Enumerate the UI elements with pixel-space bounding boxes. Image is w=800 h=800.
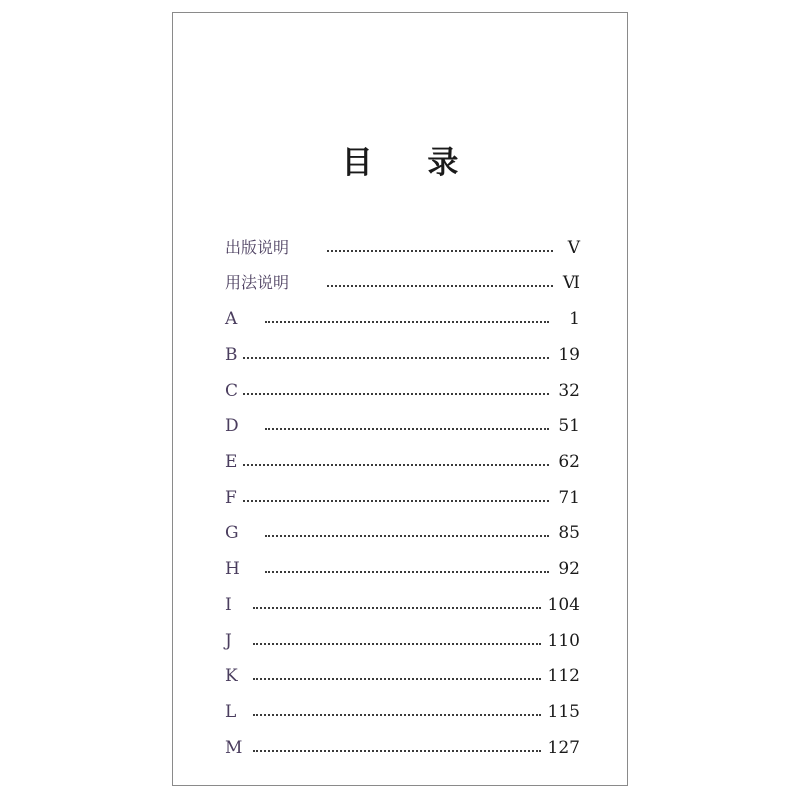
- toc-entry-page: 104: [547, 595, 580, 615]
- toc-leader-dots: [253, 607, 541, 609]
- toc-leader-dots: [243, 357, 549, 359]
- toc-leader-dots: [253, 643, 541, 645]
- toc-entry-label: M: [225, 738, 243, 758]
- toc-entry: [173, 379, 627, 403]
- toc-entry-page: 19: [558, 345, 580, 365]
- toc-entry-page: 62: [558, 452, 580, 472]
- toc-entry: [173, 343, 627, 367]
- toc-entry-page: 127: [547, 738, 580, 758]
- toc-entry-page: 32: [558, 381, 580, 401]
- toc-entry-label: 出版说明: [225, 238, 290, 257]
- toc-entry-label: A: [225, 309, 238, 329]
- toc-entry-page: 92: [558, 559, 580, 579]
- toc-entry: [173, 629, 627, 653]
- toc-leader-dots: [253, 750, 541, 752]
- toc-entry: [173, 236, 627, 260]
- toc-entry-page: 51: [558, 416, 580, 436]
- toc-leader-dots: [253, 678, 541, 680]
- toc-entry: [173, 486, 627, 510]
- toc-entry: [173, 593, 627, 617]
- toc-entry-label: D: [225, 416, 239, 436]
- toc-leader-dots: [253, 714, 541, 716]
- toc-entry: [173, 700, 627, 724]
- toc-entry-label: 用法说明: [225, 273, 290, 292]
- toc-entry-page: Ⅵ: [562, 273, 580, 293]
- toc-entry-page: 115: [547, 702, 580, 722]
- toc-leader-dots: [265, 571, 549, 573]
- toc-entry-page: 110: [547, 631, 580, 651]
- toc-leader-dots: [265, 535, 549, 537]
- toc-entry-label: F: [225, 488, 237, 508]
- toc-entry: [173, 307, 627, 331]
- toc-entry: [173, 557, 627, 581]
- toc-leader-dots: [265, 321, 549, 323]
- toc-entry: [173, 271, 627, 295]
- page-title: 目 录: [341, 145, 481, 181]
- toc-leader-dots: [327, 250, 553, 252]
- toc-leader-dots: [243, 393, 549, 395]
- toc-entry-label: K: [225, 666, 238, 686]
- toc-entry-page: 1: [569, 309, 580, 329]
- toc-entry-label: H: [225, 559, 240, 579]
- toc-entry-page: V: [567, 238, 580, 258]
- toc-entry: [173, 664, 627, 688]
- toc-entry-label: G: [225, 523, 239, 543]
- toc-leader-dots: [327, 285, 553, 287]
- toc-entry: [173, 414, 627, 438]
- toc-leader-dots: [265, 428, 549, 430]
- toc-entry-label: C: [225, 381, 239, 401]
- toc-entry-page: 112: [547, 666, 580, 686]
- toc-entry-label: I: [225, 595, 232, 615]
- toc-entry-label: L: [225, 702, 237, 722]
- book-page: [172, 12, 628, 786]
- toc-leader-dots: [243, 464, 549, 466]
- toc-entry-page: 71: [558, 488, 580, 508]
- toc-entry-label: E: [225, 452, 238, 472]
- toc-entry-page: 85: [558, 523, 580, 543]
- toc-entry-label: J: [225, 631, 232, 651]
- toc-entry-label: B: [225, 345, 238, 365]
- toc-entry: [173, 521, 627, 545]
- table-of-contents: [173, 13, 627, 785]
- toc-entry: [173, 450, 627, 474]
- toc-leader-dots: [243, 500, 549, 502]
- toc-entry: [173, 736, 627, 760]
